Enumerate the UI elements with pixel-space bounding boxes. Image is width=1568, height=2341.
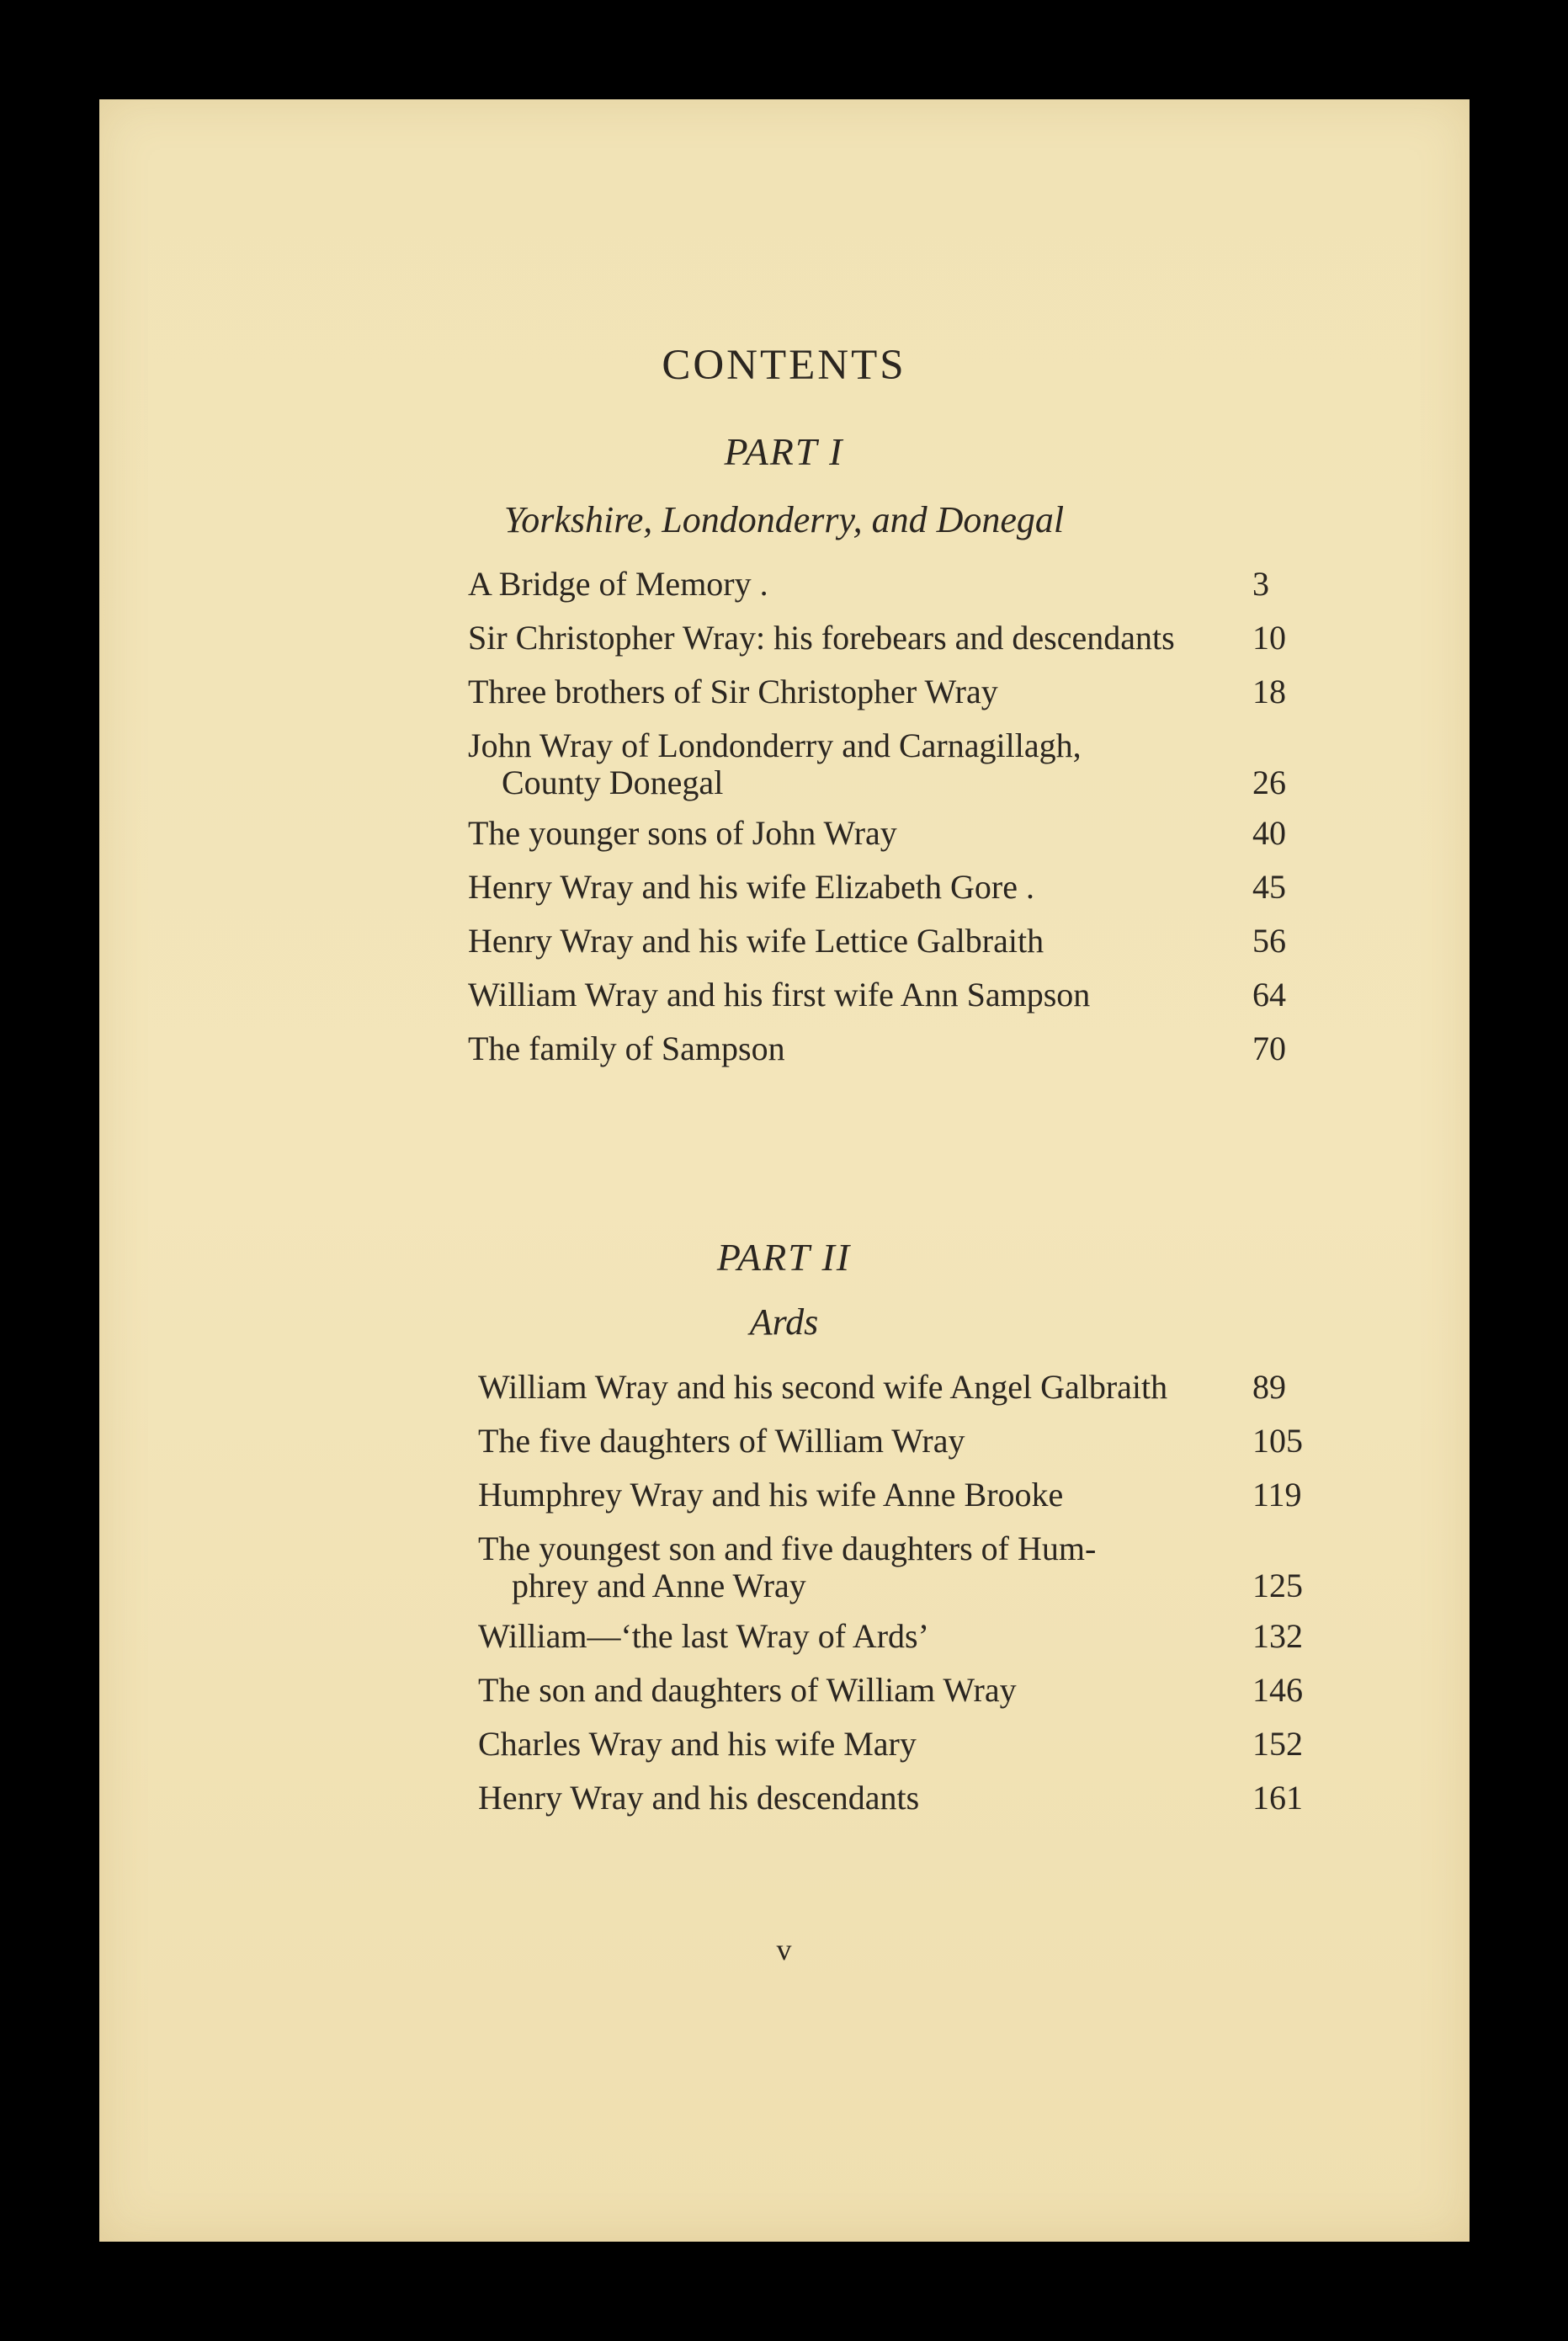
chapter-title: William—‘the last Wray of Ards’ xyxy=(478,1617,929,1655)
book-page xyxy=(99,99,1470,2242)
page-number: 45 xyxy=(1252,868,1286,906)
page-number: 152 xyxy=(1252,1725,1303,1763)
page-number: 89 xyxy=(1252,1368,1286,1406)
part-two-label: PART II xyxy=(716,1236,852,1279)
page-number: 26 xyxy=(1252,763,1286,801)
page-number: 132 xyxy=(1252,1617,1303,1655)
chapter-title: The five daughters of William Wray xyxy=(478,1422,965,1460)
page-number: 56 xyxy=(1252,922,1286,960)
chapter-title: Henry Wray and his descendants xyxy=(478,1779,920,1817)
page-number: 64 xyxy=(1252,976,1286,1014)
page-number: 3 xyxy=(1252,565,1269,603)
page-number: 146 xyxy=(1252,1671,1303,1709)
chapter-title: Henry Wray and his wife Elizabeth Gore . xyxy=(468,868,1034,906)
chapter-title: William Wray and his first wife Ann Sampson xyxy=(468,976,1091,1014)
chapter-title: The youngest son and five daughters of Hum- xyxy=(478,1530,1097,1567)
chapter-title-continued: County Donegal xyxy=(502,763,724,801)
page-number: 125 xyxy=(1252,1567,1303,1604)
chapter-title: Charles Wray and his wife Mary xyxy=(478,1725,917,1763)
page-number: 10 xyxy=(1252,619,1286,657)
page-number: 161 xyxy=(1252,1779,1303,1817)
page-number: 18 xyxy=(1252,673,1286,710)
chapter-title: The family of Sampson xyxy=(468,1030,785,1067)
chapter-title: Three brothers of Sir Christopher Wray xyxy=(468,673,998,710)
page-number: 70 xyxy=(1252,1030,1286,1067)
part-one-subtitle: Yorkshire, Londonderry, and Donegal xyxy=(503,499,1065,540)
chapter-title: Henry Wray and his wife Lettice Galbraith xyxy=(468,922,1044,960)
chapter-title: The younger sons of John Wray xyxy=(468,814,897,852)
chapter-title: The son and daughters of William Wray xyxy=(478,1671,1017,1709)
part-one-label: PART I xyxy=(724,430,844,473)
chapter-title-continued: phrey and Anne Wray xyxy=(512,1567,806,1604)
chapter-title: William Wray and his second wife Angel Galbraith xyxy=(478,1368,1168,1406)
page-number: 119 xyxy=(1252,1476,1302,1514)
chapter-title: A Bridge of Memory . xyxy=(468,565,768,603)
chapter-title: Sir Christopher Wray: his forebears and descendants xyxy=(468,619,1175,657)
part-two-subtitle: Ards xyxy=(749,1301,819,1343)
chapter-title: John Wray of Londonderry and Carnagillagh, xyxy=(468,726,1082,764)
contents-heading: CONTENTS xyxy=(662,342,906,389)
page-folio: v xyxy=(776,1933,792,1966)
chapter-title: Humphrey Wray and his wife Anne Brooke xyxy=(478,1476,1064,1514)
page-number: 105 xyxy=(1252,1422,1303,1460)
page-number: 40 xyxy=(1252,814,1286,852)
